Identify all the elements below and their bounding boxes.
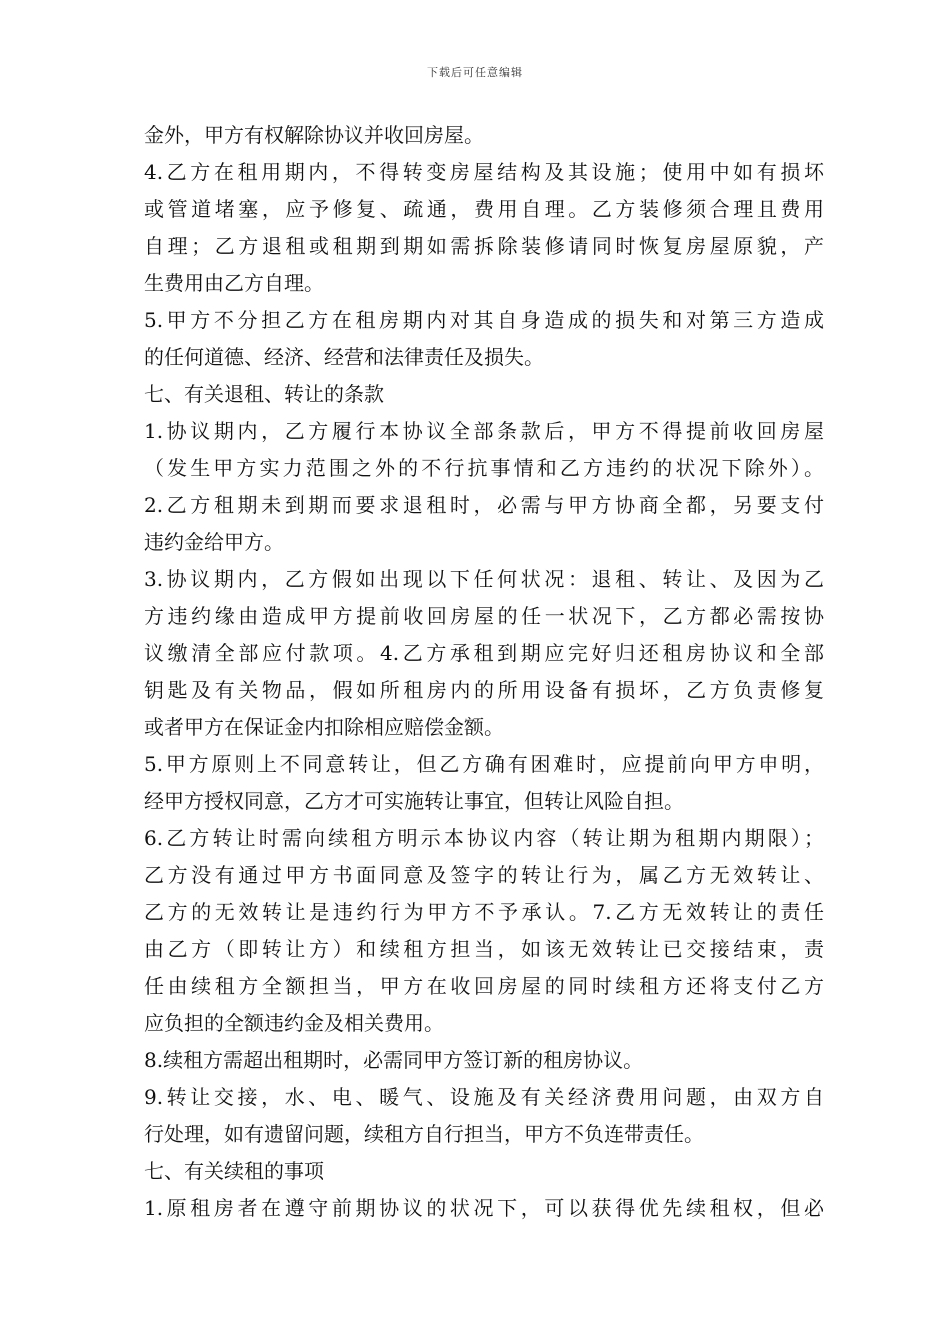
text-line: 生费用由乙方自理。 [144,271,324,295]
text-line: 2.乙方租期未到期而要求退租时，必需与甲方协商全都，另要支付 [144,493,824,517]
text-line: 5.甲方不分担乙方在租房期内对其自身造成的损失和对第三方造成 [144,308,824,332]
text-line: 3.协议期内，乙方假如出现以下任何状况：退租、转让、及因为乙 [144,567,824,591]
text-line: 金外，甲方有权解除协议并收回房屋。 [144,123,484,147]
text-line: 乙方的无效转让是违约行为甲方不予承认。7.乙方无效转让的责任 [144,900,824,924]
text-line: 七、有关退租、转让的条款 [144,382,384,406]
text-line: 钥匙及有关物品，假如所租房内的所用设备有损坏，乙方负责修复 [144,678,824,702]
text-line: 七、有关续租的事项 [144,1159,324,1183]
text-line: 议缴清全部应付款项。4.乙方承租到期应完好归还租房协议和全部 [144,641,824,665]
text-line: 的任何道德、经济、经营和法律责任及损失。 [144,345,544,369]
text-line: 违约金给甲方。 [144,530,284,554]
text-line: 5.甲方原则上不同意转让，但乙方确有困难时，应提前向甲方申明， [144,752,824,776]
text-line: 4.乙方在租用期内，不得转变房屋结构及其设施；使用中如有损坏 [144,160,824,184]
document-body [144,117,824,1227]
text-line: 或管道堵塞，应予修复、疏通，费用自理。乙方装修须合理且费用 [144,197,824,221]
text-line: （发生甲方实力范围之外的不行抗事情和乙方违约的状况下除外）。 [144,456,824,480]
text-line: 任由续租方全额担当，甲方在收回房屋的同时续租方还将支付乙方 [144,974,824,998]
text-line: 9.转让交接，水、电、暖气、设施及有关经济费用问题，由双方自 [144,1085,824,1109]
text-line: 乙方没有通过甲方书面同意及签字的转让行为，属乙方无效转让、 [144,863,824,887]
text-line: 方违约缘由造成甲方提前收回房屋的任一状况下，乙方都必需按协 [144,604,824,628]
text-line: 1.协议期内，乙方履行本协议全部条款后，甲方不得提前收回房屋 [144,419,824,443]
text-line: 由乙方（即转让方）和续租方担当，如该无效转让已交接结束，责 [144,937,824,961]
text-line: 行处理，如有遗留问题，续租方自行担当，甲方不负连带责任。 [144,1122,704,1146]
text-line: 经甲方授权同意，乙方才可实施转让事宜，但转让风险自担。 [144,789,684,813]
text-line: 或者甲方在保证金内扣除相应赔偿金额。 [144,715,504,739]
text-line: 1.原租房者在遵守前期协议的状况下，可以获得优先续租权，但必 [144,1196,824,1220]
page-header: 下载后可任意编辑 [427,66,523,79]
text-line: 8.续租方需超出租期时，必需同甲方签订新的租房协议。 [144,1048,644,1072]
text-line: 应负担的全额违约金及相关费用。 [144,1011,444,1035]
text-line: 自理；乙方退租或租期到期如需拆除装修请同时恢复房屋原貌，产 [144,234,824,258]
text-line: 6.乙方转让时需向续租方明示本协议内容（转让期为租期内期限）； [144,826,824,850]
